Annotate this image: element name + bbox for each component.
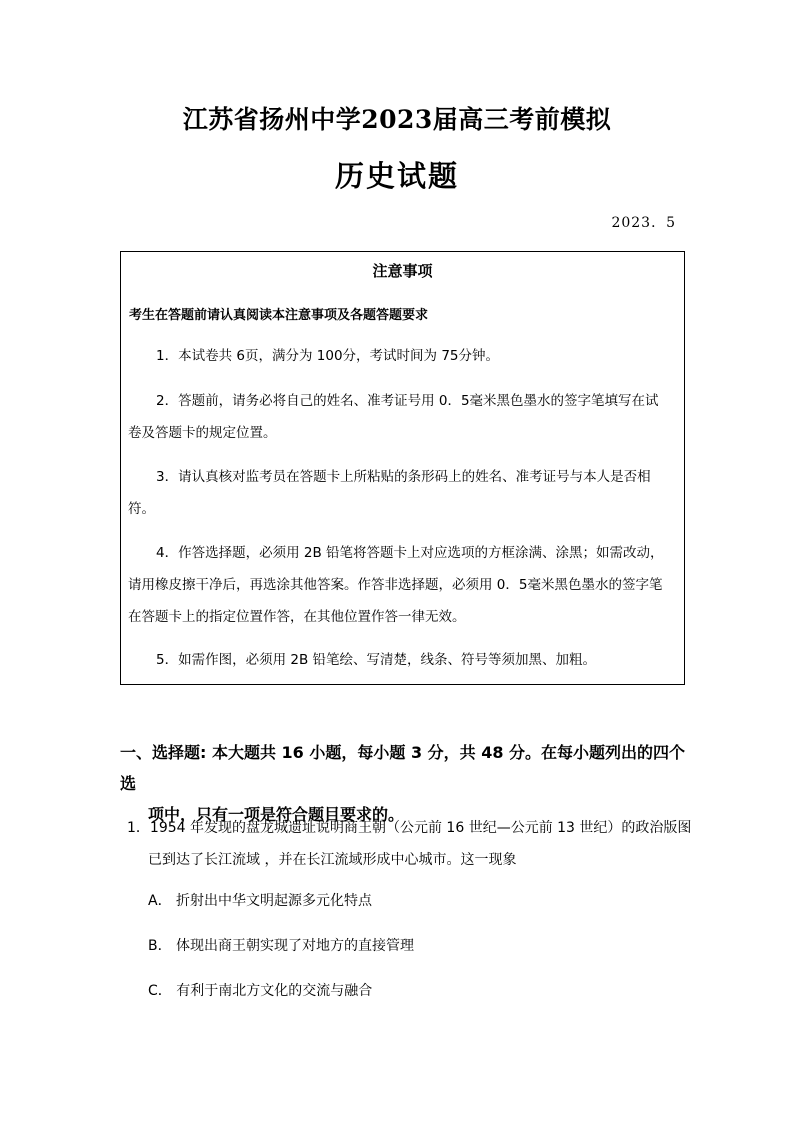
subject-title: 历史试题 [334,159,459,193]
section-heading-line: 一、选择题: 本大题共 16 小题，每小题 3 分，共 48 分。在每小题列出的四个选 [120,743,686,793]
question-1-stem [127,812,697,876]
notice-item [128,644,680,676]
notice-item-line: 2．答题前，请务必将自己的姓名、准考证号用 0．5毫米黑色墨水的签字笔填写在试 [156,393,659,409]
notice-item-line: 5．如需作图，必须用 2B 铅笔绘、写清楚，线条、符号等须加黑、加粗。 [156,652,597,668]
notice-item [128,340,680,372]
notice-item-line: 卷及答题卡的规定位置。 [128,425,277,441]
notice-item-line: 3．请认真核对监考员在答题卡上所粘贴的条形码上的姓名、准考证号与本人是否相 [156,469,651,485]
notice-item-line: 符。 [128,501,155,517]
notice-item [128,461,680,525]
notice-item-line: 4．作答选择题，必须用 2B 铅笔将答题卡上对应选项的方框涂满、涂黑；如需改动， [156,545,664,561]
question-line: 已到达了长江流域 ，并在长江流域形成中心城市。这一现象 [148,852,517,868]
notice-subtitle: 考生在答题前请认真阅读本注意事项及各题答题要求 [129,308,429,323]
section-heading-line: 项中，只有一项是符合题目要求的。 [148,805,405,824]
option-a: A． 折射出中华文明起源多元化特点 [148,893,373,909]
exam-title: 江苏省扬州中学2023届高三考前模拟 [182,105,612,134]
question-line: 1．1954 年发现的盘龙城遗址说明商王朝（公元前 16 世纪—公元前 13 世纪）的政治版图 [127,820,692,836]
notice-item-line: 在答题卡上的指定位置作答，在其他位置作答一律无效。 [128,609,466,625]
option-b: B． 体现出商王朝实现了对地方的直接管理 [148,938,415,954]
notice-box [120,251,685,685]
exam-date: 2023．5 [611,215,676,231]
option-c: C． 有利于南北方文化的交流与融合 [148,983,373,999]
notice-item [128,385,680,449]
notice-item [128,537,680,633]
notice-title: 注意事项 [372,262,433,280]
notice-item-line: 请用橡皮擦干净后，再选涂其他答案。作答非选择题，必须用 0．5毫米黑色墨水的签字笔 [128,577,663,593]
notice-item-line: 1．本试卷共 6页，满分为 100分，考试时间为 75分钟。 [156,348,499,364]
